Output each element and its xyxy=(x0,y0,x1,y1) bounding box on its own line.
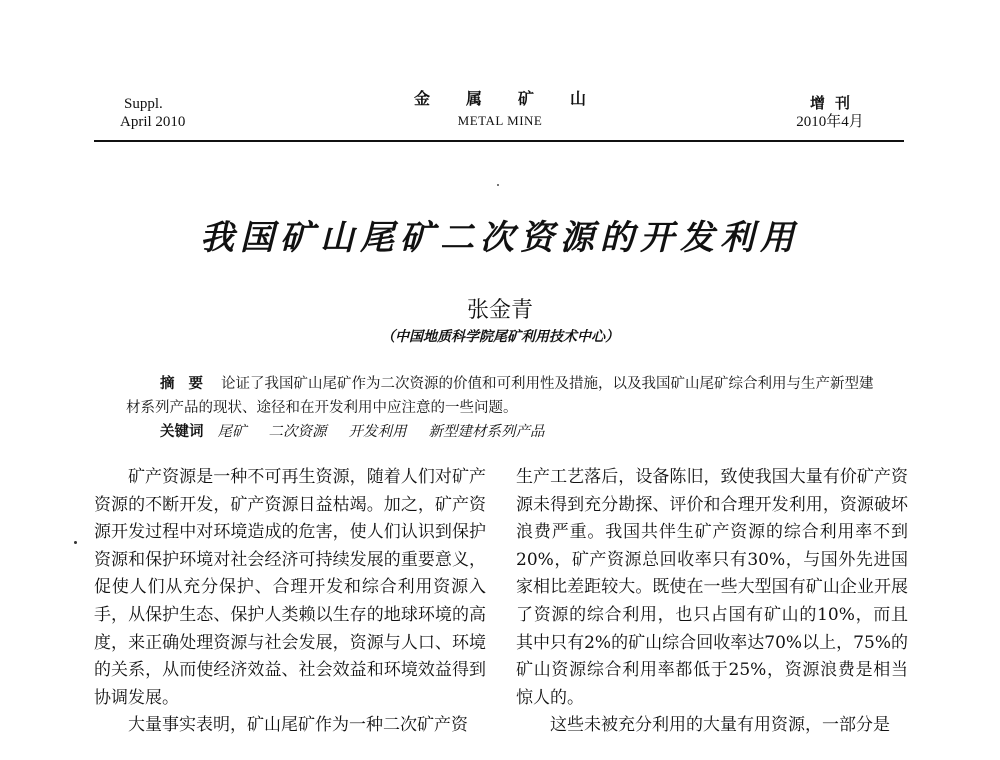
keywords-label: 关键词 xyxy=(160,423,204,440)
header-date-cn: 2010年4月 xyxy=(796,114,864,130)
abstract xyxy=(126,372,886,420)
body-column-right xyxy=(516,464,908,740)
header-issue-info xyxy=(120,95,186,131)
header-issue-info-cn xyxy=(770,95,890,131)
body-paragraph: 矿产资源是一种不可再生资源，随着人们对矿产资源的不断开发，矿产资源日益枯竭。加之，矿产资源开发过程中对环境造成的危害，使人们认识到保护资源和保护环境对社会经济可持续发展的重要意义，促使人们从充分保护、合理开发和综合利用资源入手，从保护生态、保护人类赖以生存的地球环境的高度，来正确处理资源与社会发展，资源与人口、环境的关系，从而使经济效益、社会效益和环境效益得到协调发展。 xyxy=(94,467,486,708)
margin-mark xyxy=(74,541,77,544)
body-paragraph: 这些未被充分利用的大量有用资源，一部分是 xyxy=(550,715,890,736)
journal-name-en: METAL MINE xyxy=(457,113,543,128)
header-suppl: Suppl. xyxy=(124,96,163,112)
body-paragraph: 生产工艺落后，设备陈旧，致使我国大量有价矿产资源未得到充分勘探、评价和合理开发利用，资源破坏浪费严重。我国共伴生矿产资源的综合利用率不到20%，矿产资源总回收率只有30%，与国外先进国家相比差距较大。既使在一些大型国有矿山企业开展了资源的综合利用，也只占国有矿山的10%，而且其中只有2%的矿山综合回收率达70%以上，75%的矿山资源综合利用率都低于25%，资源浪费是相当惊人的。 xyxy=(516,467,908,708)
journal-name-cn: 金属矿山 xyxy=(413,89,622,108)
abstract-text: 论证了我国矿山尾矿作为二次资源的价值和可利用性及措施，以及我国矿山尾矿综合利用与生产新型建材系列产品的现状、途径和在开发利用中应注意的一些问题。 xyxy=(126,376,874,416)
header-rule xyxy=(94,140,904,142)
keyword-item: 新型建材系列产品 xyxy=(428,424,545,440)
abstract-label: 摘要 xyxy=(160,375,217,392)
article-affiliation: （中国地质科学院尾矿利用技术中心） xyxy=(381,329,619,345)
article-author: 张金青 xyxy=(466,298,533,323)
keyword-item: 尾矿 xyxy=(217,424,247,440)
article-title: 我国矿山尾矿二次资源的开发利用 xyxy=(200,218,800,258)
header-date-en: April 2010 xyxy=(120,114,186,130)
keywords xyxy=(160,420,567,444)
header-journal xyxy=(380,90,620,130)
body-column-left xyxy=(94,464,486,740)
body-paragraph: 大量事实表明，矿山尾矿作为一种二次矿产资 xyxy=(128,715,468,736)
keyword-item: 开发利用 xyxy=(348,424,407,440)
header-suppl-cn: 增刊 xyxy=(809,96,860,112)
keyword-item: 二次资源 xyxy=(268,424,327,440)
scan-speck xyxy=(497,184,499,186)
